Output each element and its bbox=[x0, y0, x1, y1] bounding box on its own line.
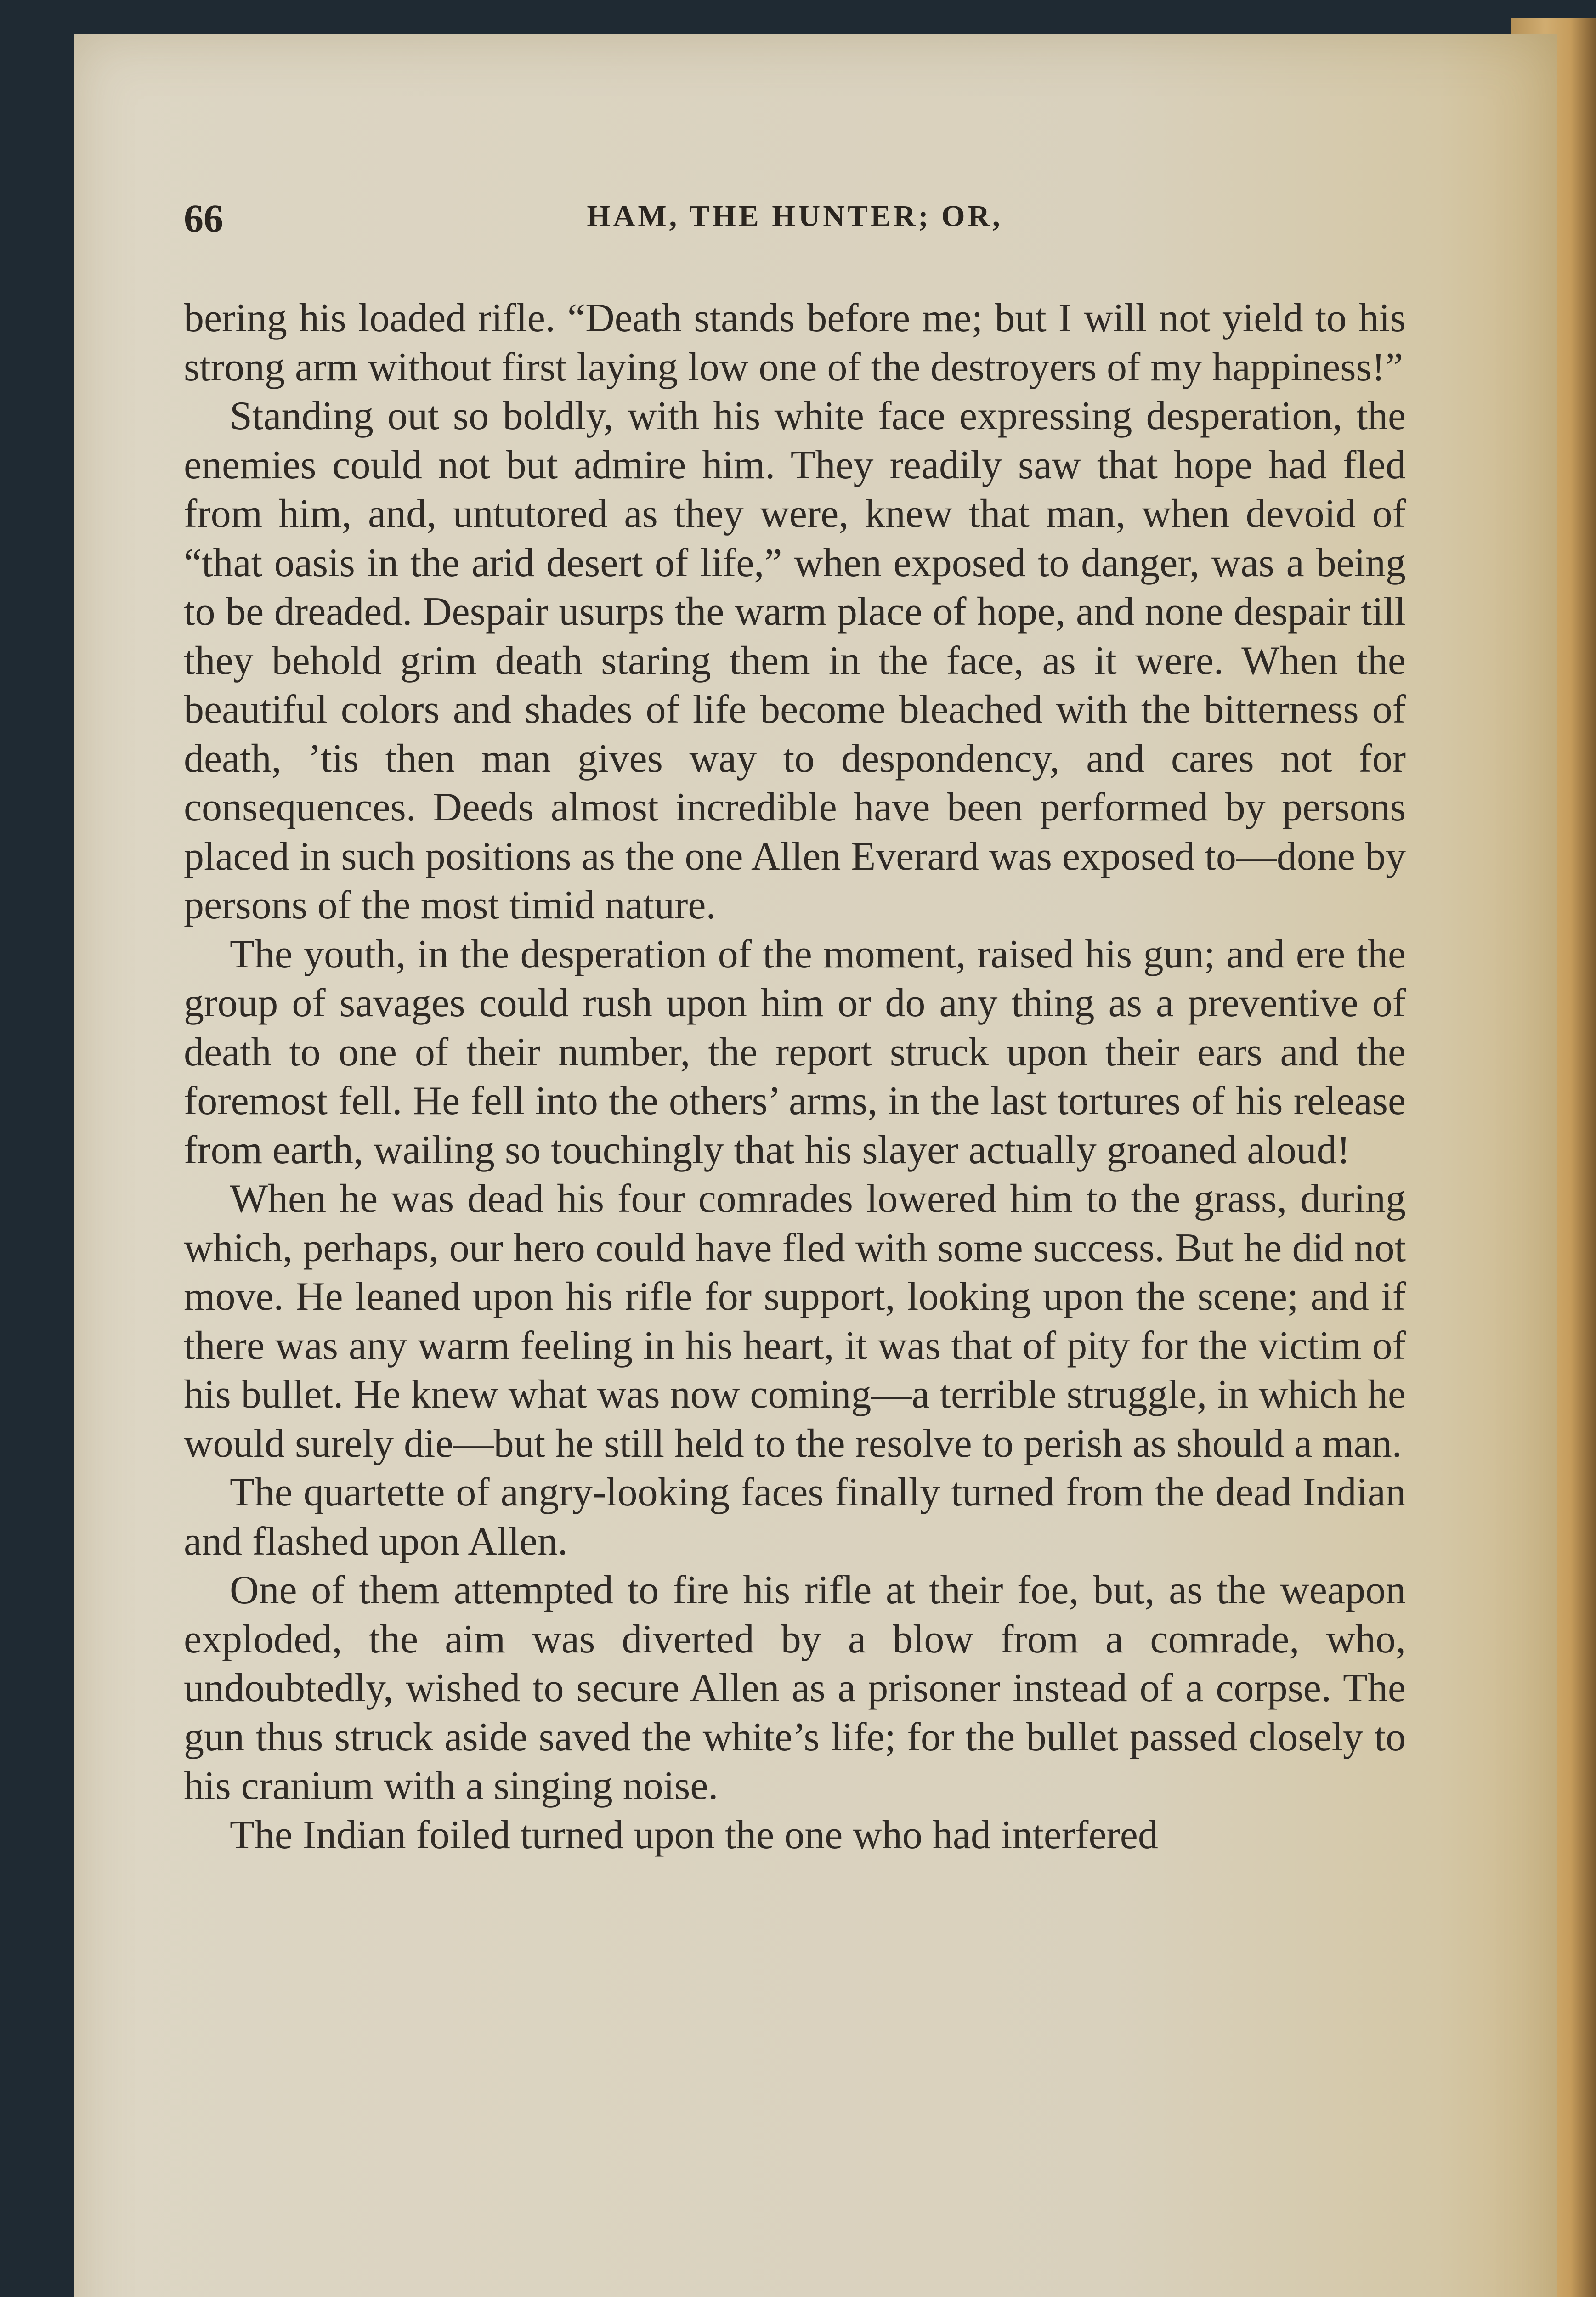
running-title: HAM, THE HUNTER; OR, bbox=[587, 199, 1003, 233]
running-head bbox=[184, 195, 1406, 246]
paragraph-2: Standing out so boldly, with his white face expressing desperation, the enemies could not but admire him. They readily saw that hope had fled from him, and, untutored as they were, knew that man, when devoid of “that oasis in the arid desert of life,” when exposed to danger, was a being to be dreaded. Despair usurps the warm place of hope, and none despair till they behold grim death staring them in the face, as it were. When the beautiful colors and shades of life become bleached with the bitterness of death, ’tis then man gives way to despondency, and cares not for consequences. Deeds almost incredible have been performed by persons placed in such positions as the one Allen Everard was exposed to—done by persons of the most timid nature. bbox=[184, 394, 1406, 928]
paragraph-3: The youth, in the desperation of the moment, raised his gun; and ere the group of savages could rush upon him or do any thing as a preventive of death to one of their number, the report struck upon their ears and the foremost fell. He fell into the others’ arms, in the last tortures of his release from earth, wailing so touchingly that his slayer actually groaned aloud! bbox=[184, 932, 1406, 1172]
paragraph-5: The quartette of angry-looking faces finally turned from the dead Indian and flashed upon Allen. bbox=[184, 1470, 1406, 1564]
paragraph-4: When he was dead his four comrades lowered him to the grass, during which, perhaps, our hero could have fled with some success. But he did not move. He leaned upon his rifle for support, looking upon the scene; and if there was any warm feeling in his heart, it was that of pity for the victim of his bullet. He knew what was now coming—a terrible struggle, in which he would surely die—but he still held to the resolve to perish as should a man. bbox=[184, 1177, 1406, 1466]
paragraph-7: The Indian foiled turned upon the one who had interfered bbox=[230, 1812, 1158, 1857]
page-number: 66 bbox=[184, 196, 223, 240]
paragraph-1: bering his loaded rifle. “Death stands before me; but I will not yield to his strong arm without first laying low one of the destroyers of my happiness!” bbox=[184, 296, 1406, 390]
body-text bbox=[184, 294, 1406, 1860]
paragraph-6: One of them attempted to fire his rifle at their foe, but, as the weapon exploded, the aim was diverted by a blow from a comrade, who, undoubtedly, wished to secure Allen as a prisoner instead of a corpse. The gun thus struck aside saved the white’s life; for the bullet passed closely to his cranium with a singing noise. bbox=[184, 1568, 1406, 1808]
